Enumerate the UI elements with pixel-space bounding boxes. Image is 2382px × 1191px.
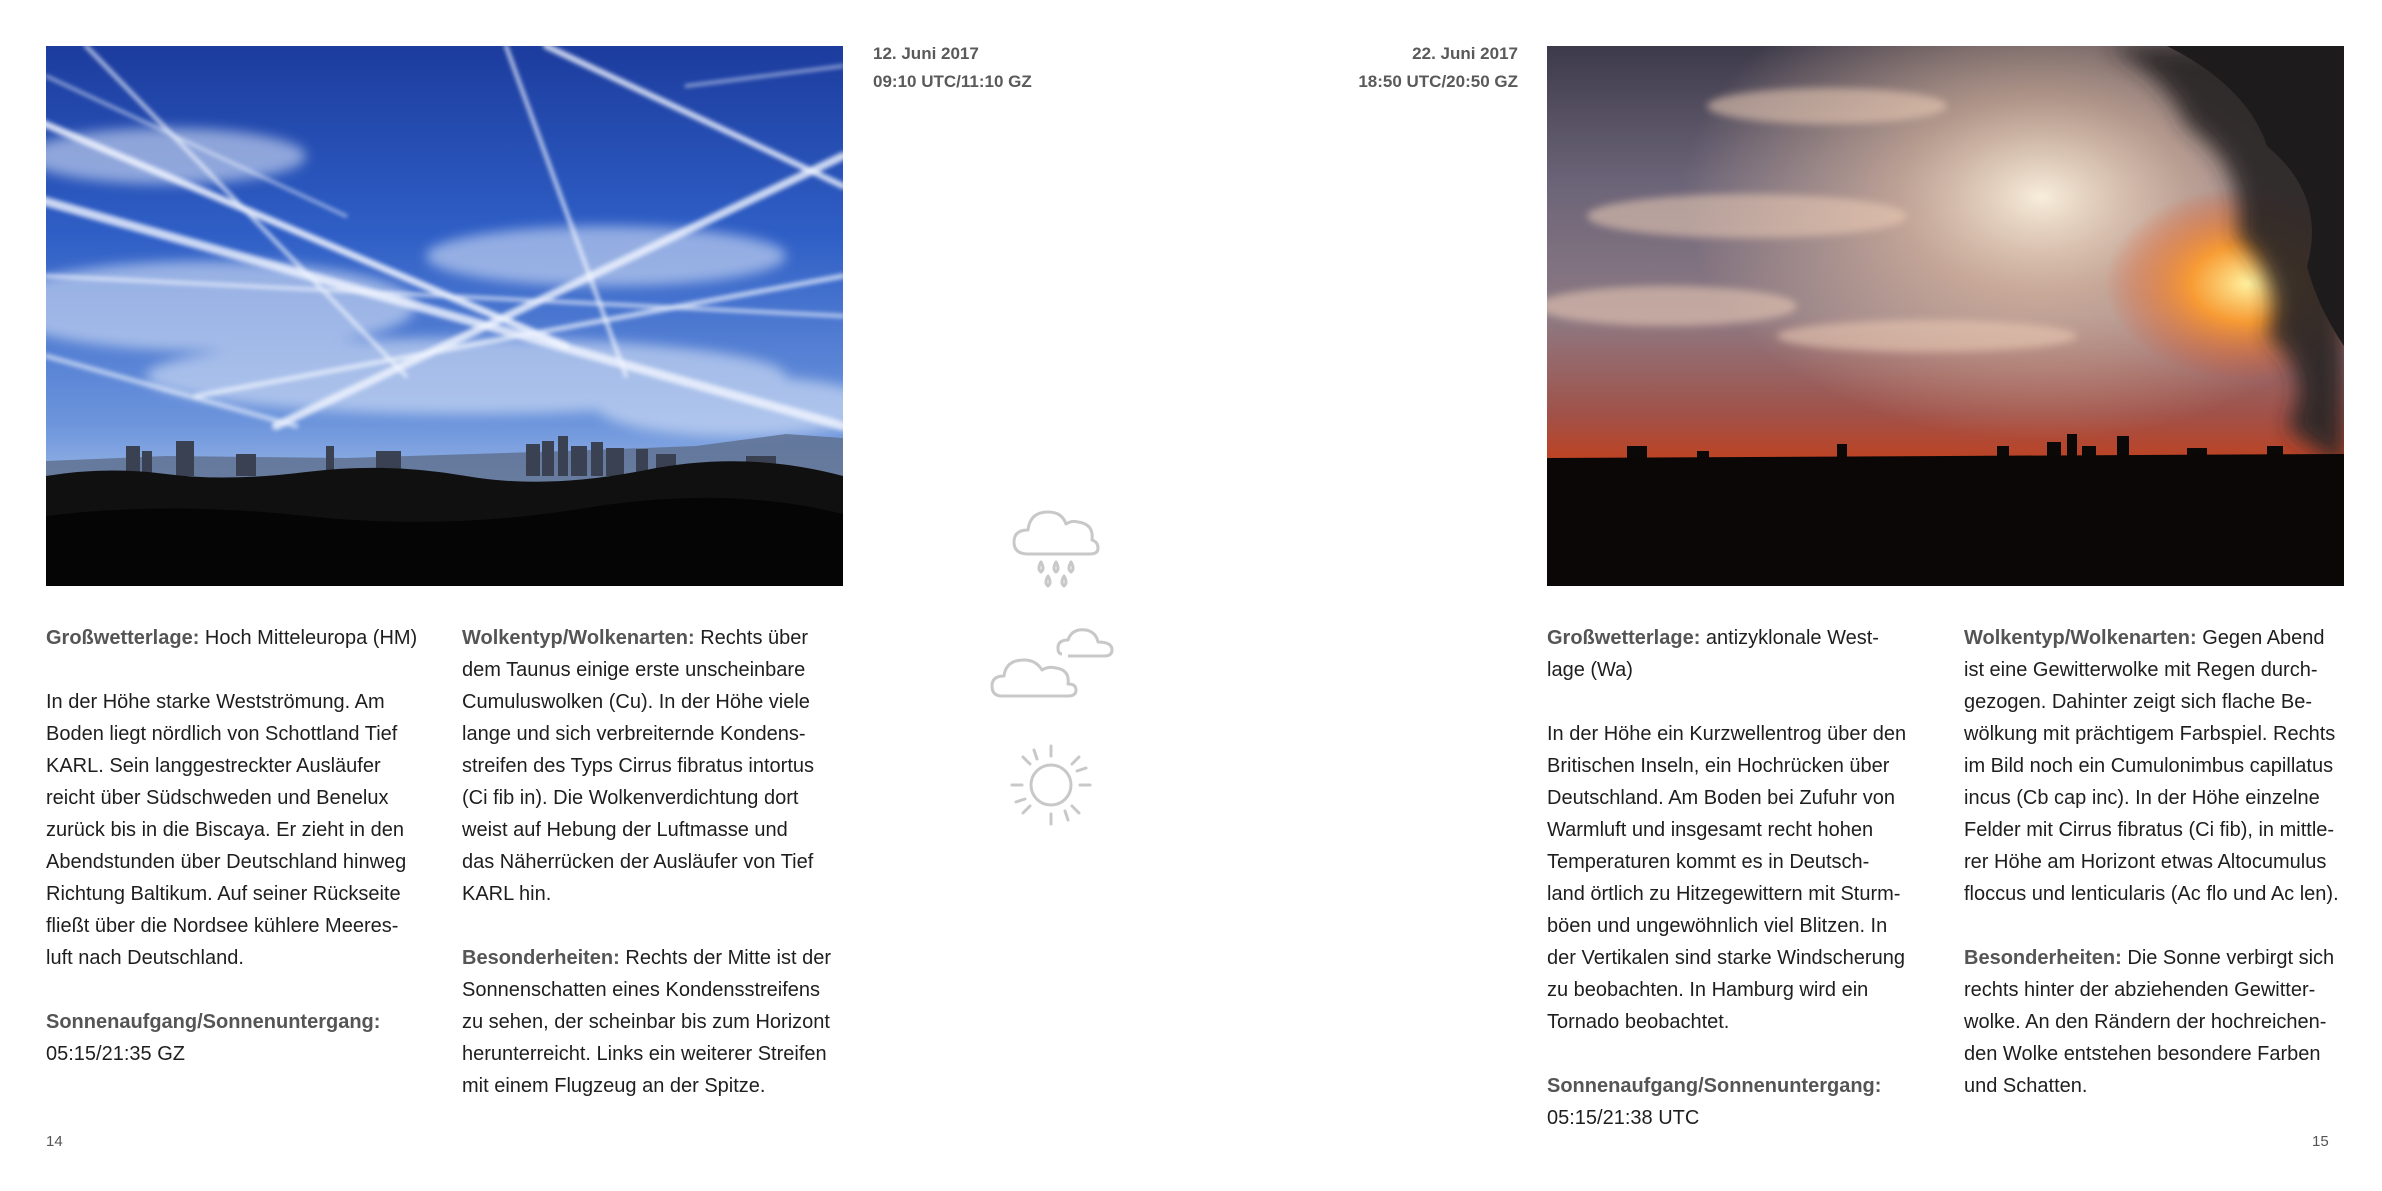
photo-blue-sky-contrails [46, 46, 843, 586]
left-column-weather [46, 622, 451, 1102]
weather-description-right: In der Höhe ein Kurzwellentrog über den Britischen Inseln, ein Hochrücken über Deutschland. Am Boden bei Zufuhr von Warmluft und insgesamt recht hohen Temperaturen kommt es in Deutsch- land örtlich zu Hitzegewittern mit Sturm- böen und ungewöhnlich viel Blitzen. In der Vertikalen sind starke Windscherung zu beobachten. In Hamburg wird ein Tornado beobachtet. [1547, 723, 1907, 1033]
page-number-right: 15 [2312, 1133, 2329, 1150]
cityscape-contrails-photo [46, 46, 843, 586]
besonderheiten-right: Besonderheiten: Die Sonne verbirgt sich rechts hinter der abziehenden Gewitter- wolke. An den Rändern der hochreichen- den Wolke entstehen besondere Farben und Schatten. [1964, 947, 2335, 1097]
weather-description-left: In der Höhe starke Westströmung. Am Boden liegt nördlich von Schottland Tief KARL. Sein langgestreckter Ausläufer reicht über Südschweden und Benelux zurück bis in die Biscaya. Er zieht in den Abendstunden über Deutschland hinweg Richtung Baltikum. Auf seiner Rückseite fließt über die Nordsee kühlere Meeres- luft nach Deutschland. [46, 691, 407, 969]
right-column-clouds [1964, 622, 2349, 1134]
besonderheiten-left: Besonderheiten: Rechts der Mitte ist der Sonnenschatten eines Kondensstreifens zu sehen, der scheinbar bis zum Horizont herunterreicht. Links ein weiterer Streifen mit einem Flugzeug an der Spitze. [462, 947, 831, 1097]
capture-date-right [1200, 40, 1518, 96]
sunrise-sunset-left: Sonnenaufgang/Sonnenuntergang: 05:15/21:35 GZ [46, 1011, 381, 1065]
wolkentyp-right: Wolkentyp/Wolkenarten: Gegen Abend ist eine Gewitterwolke mit Regen durch- gezogen. Dahinter zeigt sich flache Be- wölkung mit prächtigem Farbspiel. Rechts im Bild noch ein Cumulonimbus capillatus incus (Cb cap inc). In der Höhe einzelne Felder mit Cirrus fibratus (Ci fib), in mittle- rer Höhe am Horizont etwas Altocumulus floccus und lenticularis (Ac flo und Ac len). [1964, 627, 2339, 905]
sunset-thunderstorm-photo [1547, 46, 2344, 586]
left-column-clouds [462, 622, 862, 1134]
grosswetterlage-left: Großwetterlage: Hoch Mitteleuropa (HM) [46, 627, 418, 649]
right-column-weather [1547, 622, 1927, 1166]
date-right: 22. Juni 2017 [1412, 44, 1518, 63]
wolkentyp-left: Wolkentyp/Wolkenarten: Rechts über dem Taunus einige erste unscheinbare Cumuluswolken (Cu). In der Höhe viele lange und sich verbreiternde Kondens- streifen des Typs Cirrus fibratus intortus (Ci fib in). Die Wolkenverdichtung dort weist auf Hebung der Luftmasse und das Näherrücken der Ausläufer von Tief KARL hin. [462, 627, 814, 905]
grosswetterlage-right: Großwetterlage: antizyklonale West- lage (Wa) [1547, 627, 1879, 681]
page-number-left: 14 [46, 1133, 63, 1150]
time-left: 09:10 UTC/11:10 GZ [873, 72, 1032, 91]
rain-cloud-icon [1006, 496, 1106, 596]
sun-icon [1006, 740, 1096, 830]
date-left: 12. Juni 2017 [873, 44, 979, 63]
capture-date-left [873, 40, 1032, 96]
time-right: 18:50 UTC/20:50 GZ [1358, 72, 1518, 91]
photo-sunset-thunderstorm [1547, 46, 2344, 586]
clouds-icon [988, 616, 1118, 706]
sunrise-sunset-right: Sonnenaufgang/Sonnenuntergang: 05:15/21:38 UTC [1547, 1075, 1882, 1129]
